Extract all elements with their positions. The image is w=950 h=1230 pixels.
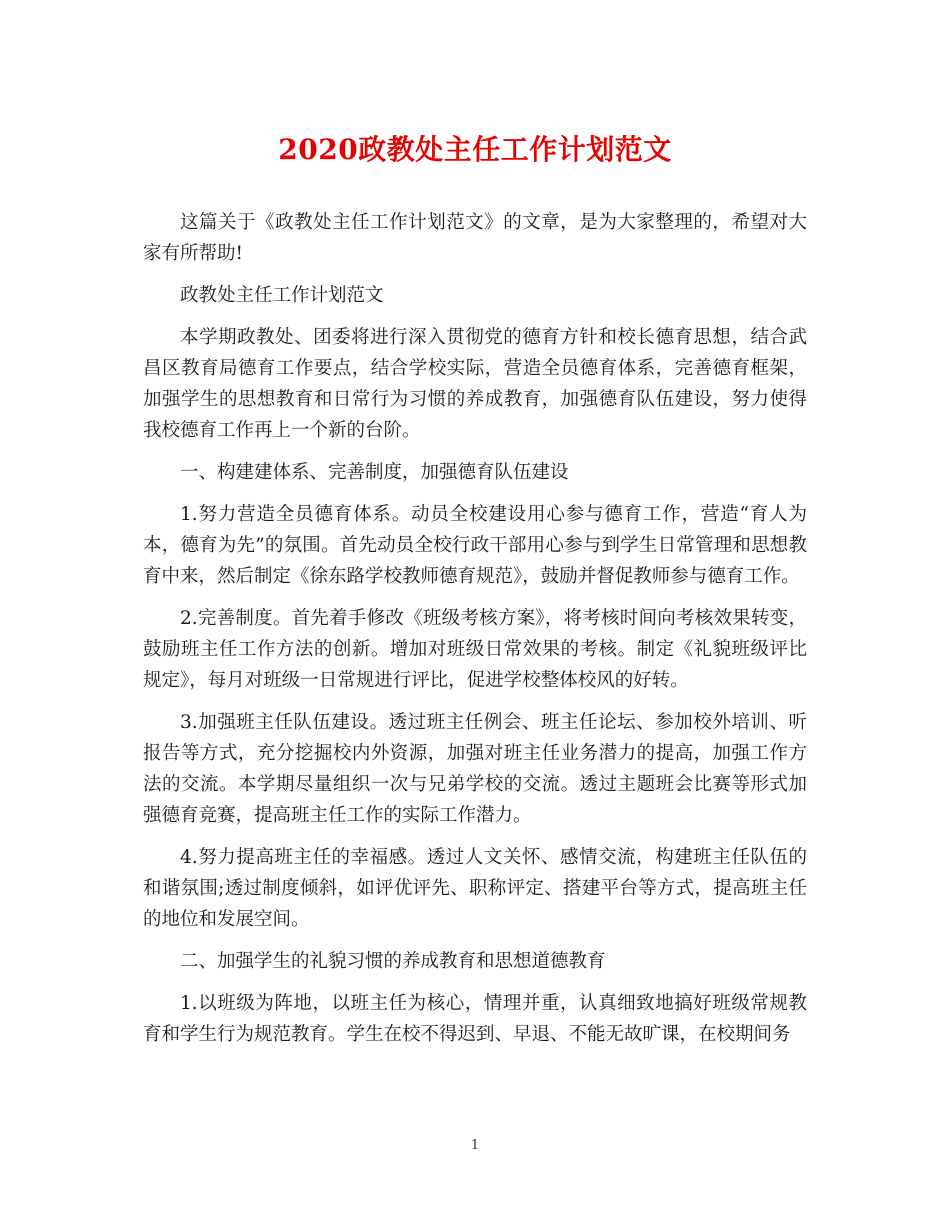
intro-paragraph: 这篇关于《政教处主任工作计划范文》的文章，是为大家整理的，希望对大家有所帮助! — [143, 212, 807, 264]
document-title: 2020政教处主任工作计划范文 — [278, 133, 672, 166]
page-number: 1 — [470, 1138, 480, 1153]
subtitle-paragraph: 政教处主任工作计划范文 — [180, 285, 384, 306]
body-paragraph: 3.加强班主任队伍建设。透过班主任例会、班主任论坛、参加校外培训、听报告等方式，充分挖掘校内外资源，加强对班主任业务潜力的提高，加强工作方法的交流。本学期尽量组织一次与兄弟学校的交流。透过主题班会比赛等形式加强德育竞赛，提高班主任工作的实际工作潜力。 — [143, 712, 807, 826]
document-body — [143, 207, 807, 1061]
body-paragraph: 1.努力营造全员德育体系。动员全校建设用心参与德育工作，营造“育人为本，德育为先”的氛围。首先动员全校行政干部用心参与到学生日常管理和思想教育中来，然后制定《徐东路学校教师德育规范》，鼓励并督促教师参与德育工作。 — [143, 504, 807, 587]
section-heading: 一、构建建体系、完善制度，加强德育队伍建设 — [180, 462, 569, 483]
body-paragraph: 1.以班级为阵地，以班主任为核心，情理并重，认真细致地搞好班级常规教育和学生行为规范教育。学生在校不得迟到、早退、不能无故旷课，在校期间务 — [143, 993, 807, 1045]
section-heading: 二、加强学生的礼貌习惯的养成教育和思想道德教育 — [180, 951, 606, 972]
body-paragraph: 本学期政教处、团委将进行深入贯彻党的德育方针和校长德育思想，结合武昌区教育局德育工作要点，结合学校实际，营造全员德育体系，完善德育框架，加强学生的思想教育和日常行为习惯的养成教育，加强德育队伍建设，努力使得我校德育工作再上一个新的台阶。 — [143, 327, 807, 441]
body-paragraph: 4.努力提高班主任的幸福感。透过人文关怀、感情交流，构建班主任队伍的和谐氛围;透过制度倾斜，如评优评先、职称评定、搭建平台等方式，提高班主任的地位和发展空间。 — [143, 847, 807, 930]
body-paragraph: 2.完善制度。首先着手修改《班级考核方案》，将考核时间向考核效果转变，鼓励班主任工作方法的创新。增加对班级日常效果的考核。制定《礼貌班级评比规定》，每月对班级一日常规进行评比，促进学校整体校风的好转。 — [143, 608, 807, 691]
